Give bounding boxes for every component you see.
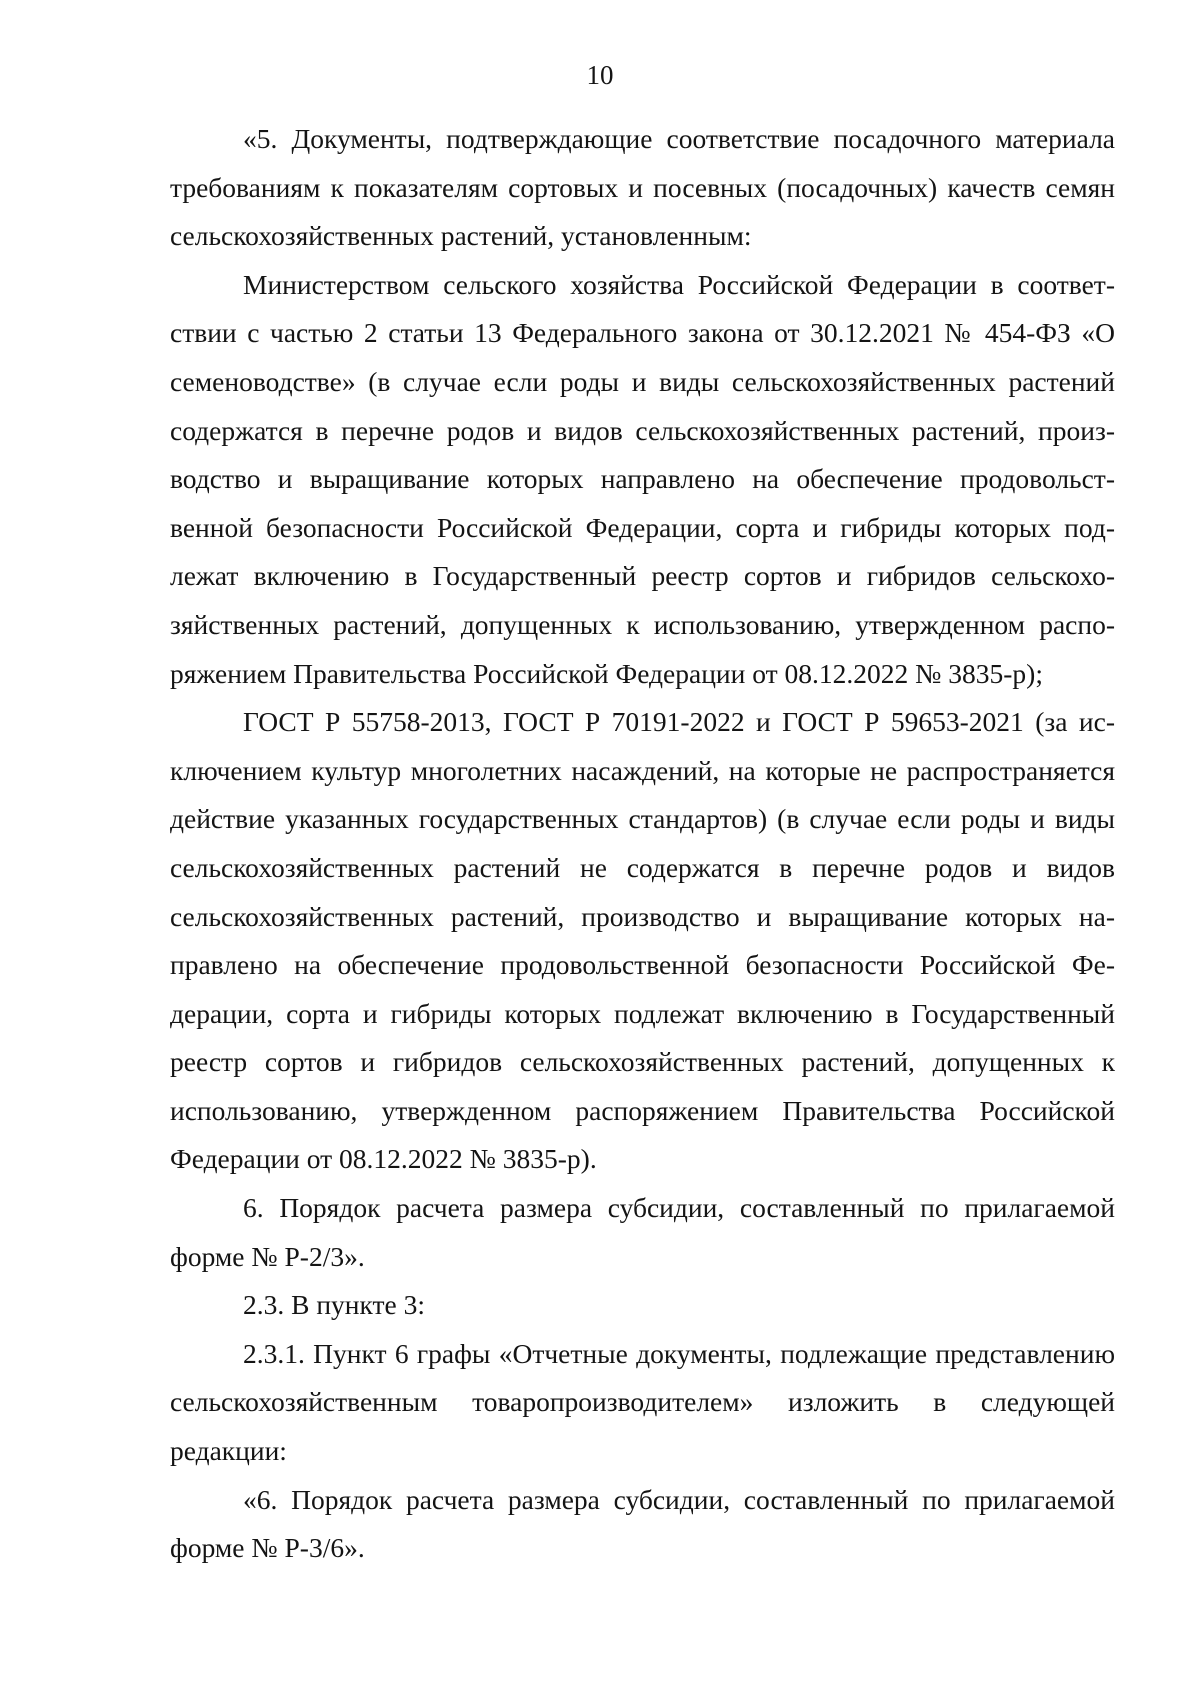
paragraph-item-5-documents: «5. Документы, подтверждающие соответствие посадочного материала требованиям к показателям сортовых и посевных (посадочных) качеств семян сельскохозяйственных растений, установленным: [170,123,1115,252]
document-body [170,115,1115,1573]
paragraph-gost-standards: ГОСТ Р 55758-2013, ГОСТ Р 70191-2022 и ГОСТ Р 59653-2021 (за исключением культур многолетних насаждений, на которые не распространяется действие указанных государственных стандартов) (в случае если роды и виды сельскохозяйственных растений не содержатся в перечне родов и видов сельскохозяйственных растений, производство и выращивание которых направлено на обеспечение продовольственной безопасности Российской Федерации, сорта и гибриды которых подлежат включению в Государственный реестр сортов и гибридов сельскохозяйственных растений, допущенных к использованию, утвержденном распоряжением Правительства Российской Федерации от 08.12.2022 № 3835-р). [170,706,1115,1175]
paragraph-new-item-6: «6. Порядок расчета размера субсидии, составленный по прилагаемой форме № Р-3/6». [170,1483,1115,1564]
paragraph-ministry-requirements: Министерством сельского хозяйства Российской Федерации в соответствии с частью 2 статьи 13 Федерального закона от 30.12.2021 № 454-ФЗ «О семеноводстве» (в случае если роды и виды сельскохозяйственных растений содержатся в перечне родов и видов сельскохозяйственных растений, производство и выращивание которых направлено на обеспечение продовольственной безопасности Российской Федерации, сорта и гибриды которых подлежат включению в Государственный реестр сортов и гибридов сельскохозяйственных растений, допущенных к использованию, утвержденном распоряжением Правительства Российской Федерации от 08.12.2022 № 3835-р); [170,268,1115,689]
paragraph-section-2-3-1: 2.3.1. Пункт 6 графы «Отчетные документы, подлежащие представлению сельскохозяйственным товаропроизводителем» изложить в следующей редакции: [170,1337,1115,1467]
paragraph-section-2-3: 2.3. В пункте 3: [243,1289,426,1321]
paragraph-item-6-subsidy-form: 6. Порядок расчета размера субсидии, составленный по прилагаемой форме № Р-2/3». [170,1192,1115,1272]
page-number: 10 [586,60,614,90]
